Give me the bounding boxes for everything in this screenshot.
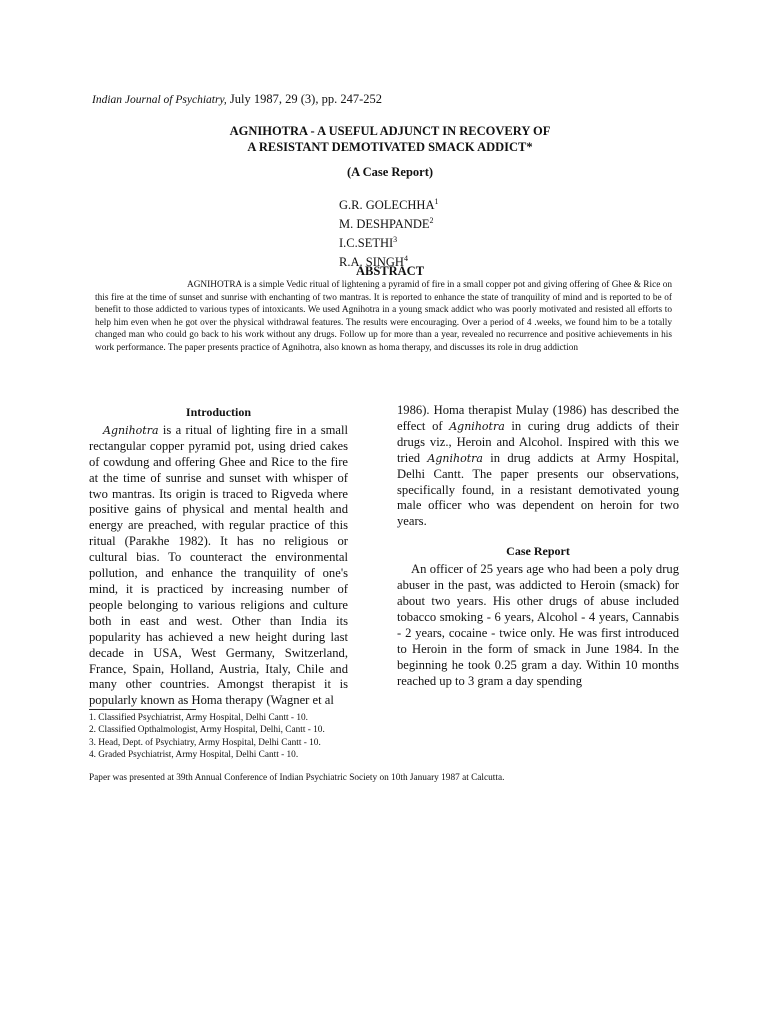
abstract-text: AGNIHOTRA is a simple Vedic ritual of lightening a pyramid of fire in a small copper pot and giving offering of Ghee & Rice on this fire at the time of sunset and sunrise with enchanting of two mantras. It is reported to enhance the state of tranquility of mind and is reported to be of benefit to those addicted to various types of intoxicants. We used Agnihotra in a young smack addict who was poorly motivated and resisted all efforts to help him even when he got over the physical withdrawal features. The results were encouraging. Over a period of 4 .weeks, we found him to be a totally changed man who could go back to his work without any drugs. Follow up for more than a year, revealed no recurrence and positive achievements in his work performance. The paper presents practice of Agnihotra, also known as homa therapy, and discusses its role in drug addiction <box>95 280 672 353</box>
paper-title <box>110 123 670 155</box>
title-line-2: A RESISTANT DEMOTIVATED SMACK ADDICT* <box>247 140 533 154</box>
left-column <box>89 405 348 709</box>
footnote: 1. Classified Psychiatrist, Army Hospital, Delhi Cantt - 10. <box>89 713 308 723</box>
title-line-1: AGNIHOTRA - A USEFUL ADJUNCT IN RECOVERY OF <box>229 124 551 138</box>
footnotes <box>89 712 325 762</box>
footnote-rule <box>89 709 196 710</box>
footnote: 3. Head, Dept. of Psychiatry, Army Hospital, Delhi Cantt - 10. <box>89 737 321 748</box>
agnihotra-term: Agnihotra <box>427 451 483 465</box>
agnihotra-term: Agnihotra <box>103 423 159 437</box>
right-column <box>397 403 679 689</box>
abstract-heading: ABSTRACT <box>355 264 425 278</box>
author-list <box>339 194 438 271</box>
author: I.C.SETHI$^3$ <box>339 235 398 251</box>
author: R.A. SINGH$^4$ <box>339 254 408 270</box>
footnote: 2. Classified Opthalmologist, Army Hospital, Delhi, Cantt - 10. <box>89 725 325 736</box>
journal-name: Indian Journal of Psychiatry, <box>92 94 227 106</box>
conference-note: Paper was presented at 39th Annual Conference of Indian Psychiatric Society on 10th January 1987 at Calcutta. <box>89 773 505 783</box>
case-report-heading: Case Report <box>506 544 570 559</box>
author: G.R. GOLECHHA$^1$ <box>339 197 439 213</box>
journal-citation <box>92 92 382 107</box>
author: M. DESHPANDE$^2$ <box>339 216 434 232</box>
introduction-paragraph: Agnihotra is a ritual of lighting fire in a small rectangular copper pyramid pot, using dried cakes of cowdung and offering Ghee and Rice to the fire at the time of sunrise and sunset with whisper of two mantras. Its origin is traced to Rigveda where positive gains of physical and mental health and energy are preached, with regular practice of this ritual (Parakhe 1982). It has no religious or cultural bias. To counteract the environmental pollution, and enhance the tranquility of one's mind, it is practiced by increasing number of people belonging to various religions and culture both in east and west. Other than India its popularity has achieved a new height during last decade in USA, West Germany, Switzerland, France, Spain, Holland, Austria, Italy, Chile and many other countries. Amongst therapist it is popularly known as Homa therapy (Wagner et al <box>89 422 348 708</box>
agnihotra-term: Agnihotra <box>449 419 505 433</box>
paper-subtitle: (A Case Report) <box>346 165 434 179</box>
footnote: 4. Graded Psychiatrist, Army Hospital, Delhi Cantt - 10. <box>89 750 299 761</box>
case-report-paragraph: An officer of 25 years age who had been a poly drug abuser in the past, was addicted to Heroin (smack) for about two years. His other drugs of abuse included tobacco smoking - 6 years, Alcohol - 4 years, Cannabis - 2 years, cocaine - twice only. He was first introduced to Heroin in the form of smack in June 1984. In the beginning he took 0.25 gram a day. Within 10 months reached up to 3 gram a day spending <box>397 562 679 688</box>
introduction-continued: 1986). Homa therapist Mulay (1986) has described the effect of Agnihotra in curing drug addicts of their drugs viz., Heroin and Alcohol. Inspired with this we tried Agnihotra in drug addicts at Army Hospital, Delhi Cantt. The paper presents our observations, specifically found, in a resistant demotivated young male officer who was dependent on heroin for two years. <box>397 403 680 529</box>
citation-details: July 1987, 29 (3), pp. 247-252 <box>226 92 382 106</box>
introduction-heading: Introduction <box>185 405 252 419</box>
